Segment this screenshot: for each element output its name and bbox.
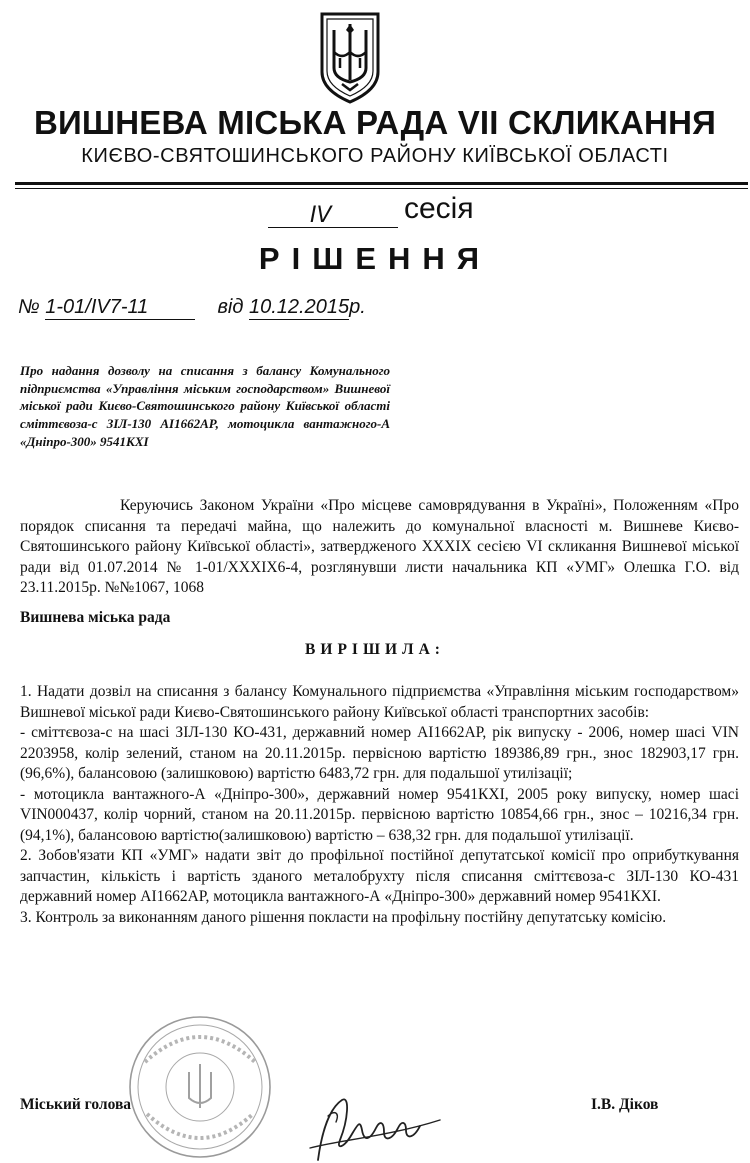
decision-title: РІШЕННЯ — [258, 241, 492, 276]
handwritten-signature-icon — [300, 1090, 450, 1163]
decision-items — [20, 682, 739, 928]
decision-item: 1. Надати дозвіл на списання з балансу Комунального підприємства «Управління міським господарством» Вишневої міської ради Києво-Святошинського району Київської області транспортних засобів: — [20, 683, 739, 721]
decision-item: - сміттєвоза-с на шасі ЗІЛ-130 КО-431, державний номер АІ1662АР, рік випуску - 2006, номер шасі VIN 2203958, колір зелений, станом на 20.11.2015р. первісною вартістю 189386,89 грн., знос 182903,17 грн. (96,6%), балансовою (залишковою) вартістю 6483,72 грн. для подальшої утилізації; — [20, 724, 739, 782]
number-sign: № — [18, 296, 40, 318]
decision-number-text: 1-01/IV7-11 — [45, 296, 149, 318]
decision-number-line — [18, 296, 366, 320]
session-number: IV — [310, 203, 332, 228]
header-rule-thick — [15, 182, 748, 185]
trident-coat-of-arms-icon — [318, 10, 382, 106]
signatory-name: І.В. Діков — [591, 1096, 659, 1113]
official-seal-icon — [125, 1012, 275, 1162]
preamble-text: Керуючись Законом України «Про місцеве самоврядування в Україні», Положенням «Про порядок списання та передачі майна, що належить до комунальної власності м. Вишневе Києво-Святошинського району Київської області», затвердженого XXXIX сесією VI скликання Вишневої міської ради від 01.07.2014 № 1-01/XXXIX6-4, розглянувши листи начальника КП «УМГ» Олешка Г.О. від 23.11.2015р. №№1067, 1068 — [20, 497, 739, 596]
decision-date: 10.12.2015 — [248, 296, 350, 318]
decision-item: - мотоцикла вантажного-А «Дніпро-300», державний номер 9541КХІ, 2005 року випуску, номер шасі VIN000437, колір чорний, станом на 20.11.2015р. первісною вартістю 10854,66 грн., знос – 10216,34 грн.(94,1%), балансовою вартістю(залишковою) вартістю – 638,32 грн. для подальшої утилізації. — [20, 785, 739, 844]
header-rule-thin — [15, 188, 748, 189]
decision-number — [45, 296, 195, 320]
council-name: Вишнева міська рада — [20, 609, 171, 626]
preamble — [20, 496, 739, 599]
council-subtitle: КИЄВО-СВЯТОШИНСЬКОГО РАЙОНУ КИЇВСЬКОЇ ОБЛАСТІ — [81, 145, 669, 167]
council-title: ВИШНЕВА МІСЬКА РАДА VII СКЛИКАННЯ — [33, 104, 717, 141]
year-abbr: р. — [349, 296, 366, 318]
session-underline — [268, 227, 398, 228]
decision-item: 3. Контроль за виконанням даного рішення покласти на профільну постійну депутатську комісію. — [20, 908, 667, 926]
session-label: сесія — [404, 192, 474, 225]
decision-item: 2. Зобов'язати КП «УМГ» надати звіт до профільної постійної депутатської комісії про оприбуткування запчастин, кількість і вартість зданого металобрухту після списання сміттєвоза-с ЗІЛ-130 КО-431 державний номер АІ1662АР, мотоцикла вантажного-А «Дніпро-300» державний номер 9541КХІ. — [20, 847, 739, 905]
from-word: від — [217, 296, 244, 318]
decision-subject: Про надання дозволу на списання з балансу Комунального підприємства «Управління міським господарством» Вишневої міської ради Києво-Святошинського району Київської області сміттєвоза-с ЗІЛ-130 АІ1662АР, мотоцикла вантажного-А «Дніпро-300» 9541КХІ — [20, 363, 390, 449]
signatory-title: Міський голова — [20, 1096, 132, 1113]
decided-heading: ВИРІШИЛА: — [305, 641, 445, 658]
